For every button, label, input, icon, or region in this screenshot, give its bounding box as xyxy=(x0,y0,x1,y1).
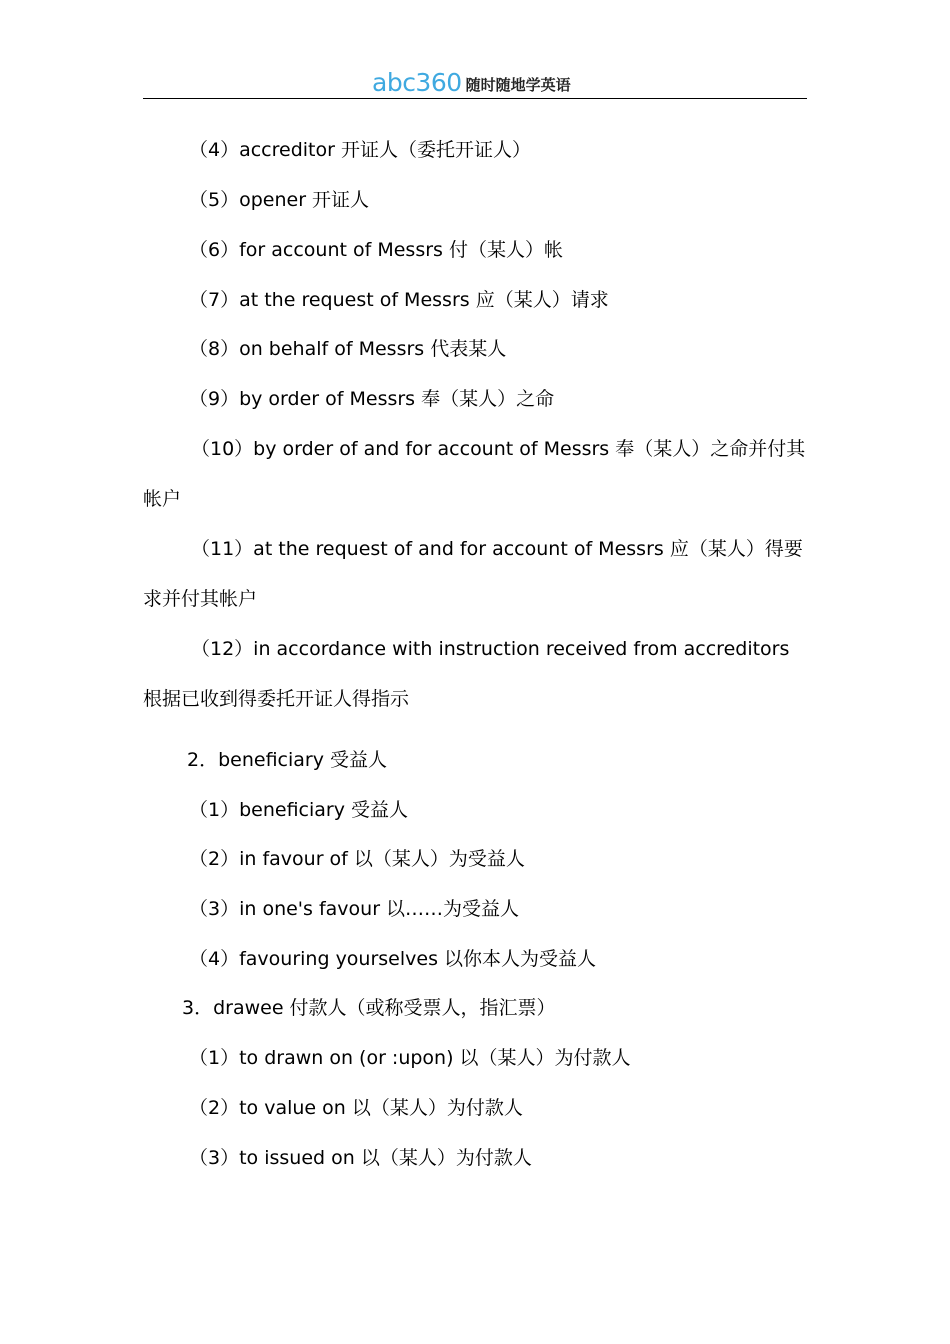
abc360-logo xyxy=(372,68,571,96)
list-item-in-accordance-with: （12）in accordance with instruction received from accreditors 根据已收到得委托开证人得指示 xyxy=(143,638,790,710)
list-item-opener: （5）opener 开证人 xyxy=(189,189,370,211)
list-item-for-account-of: （6）for account of Messrs 付（某人）帐 xyxy=(189,239,563,261)
list-item-in-ones-favour: （3）in one's favour 以……为受益人 xyxy=(189,898,520,920)
logo-slogan: 随时随地学英语 xyxy=(465,76,571,94)
list-item-to-value-on: （2）to value on 以（某人）为付款人 xyxy=(189,1097,523,1119)
page-header xyxy=(143,66,807,99)
list-item-beneficiary: （1）beneficiary 受益人 xyxy=(189,799,409,821)
list-item-favouring-yourselves: （4）favouring yourselves 以你本人为受益人 xyxy=(189,948,597,970)
list-item-accreditor: （4）accreditor 开证人（委托开证人） xyxy=(189,139,531,161)
list-item-to-issued-on: （3）to issued on 以（某人）为付款人 xyxy=(189,1147,532,1169)
section-heading-drawee: 3．drawee 付款人（或称受票人，指汇票） xyxy=(182,997,556,1019)
section-heading-beneficiary: 2．beneficiary 受益人 xyxy=(187,749,388,771)
list-item-to-drawn-on: （1）to drawn on (or :upon) 以（某人）为付款人 xyxy=(189,1047,631,1069)
list-item-at-the-request-of: （7）at the request of Messrs 应（某人）请求 xyxy=(189,289,609,311)
logo-brand: abc360 xyxy=(372,68,462,97)
list-item-by-order-and-account: （10）by order of and for account of Messrs 奉（某人）之命并付其帐户 xyxy=(143,438,806,510)
list-item-in-favour-of: （2）in favour of 以（某人）为受益人 xyxy=(189,848,525,870)
list-item-request-and-account: （11）at the request of and for account of Messrs 应（某人）得要求并付其帐户 xyxy=(143,538,803,610)
list-item-by-order-of: （9）by order of Messrs 奉（某人）之命 xyxy=(189,388,555,410)
list-item-on-behalf-of: （8）on behalf of Messrs 代表某人 xyxy=(189,338,507,360)
